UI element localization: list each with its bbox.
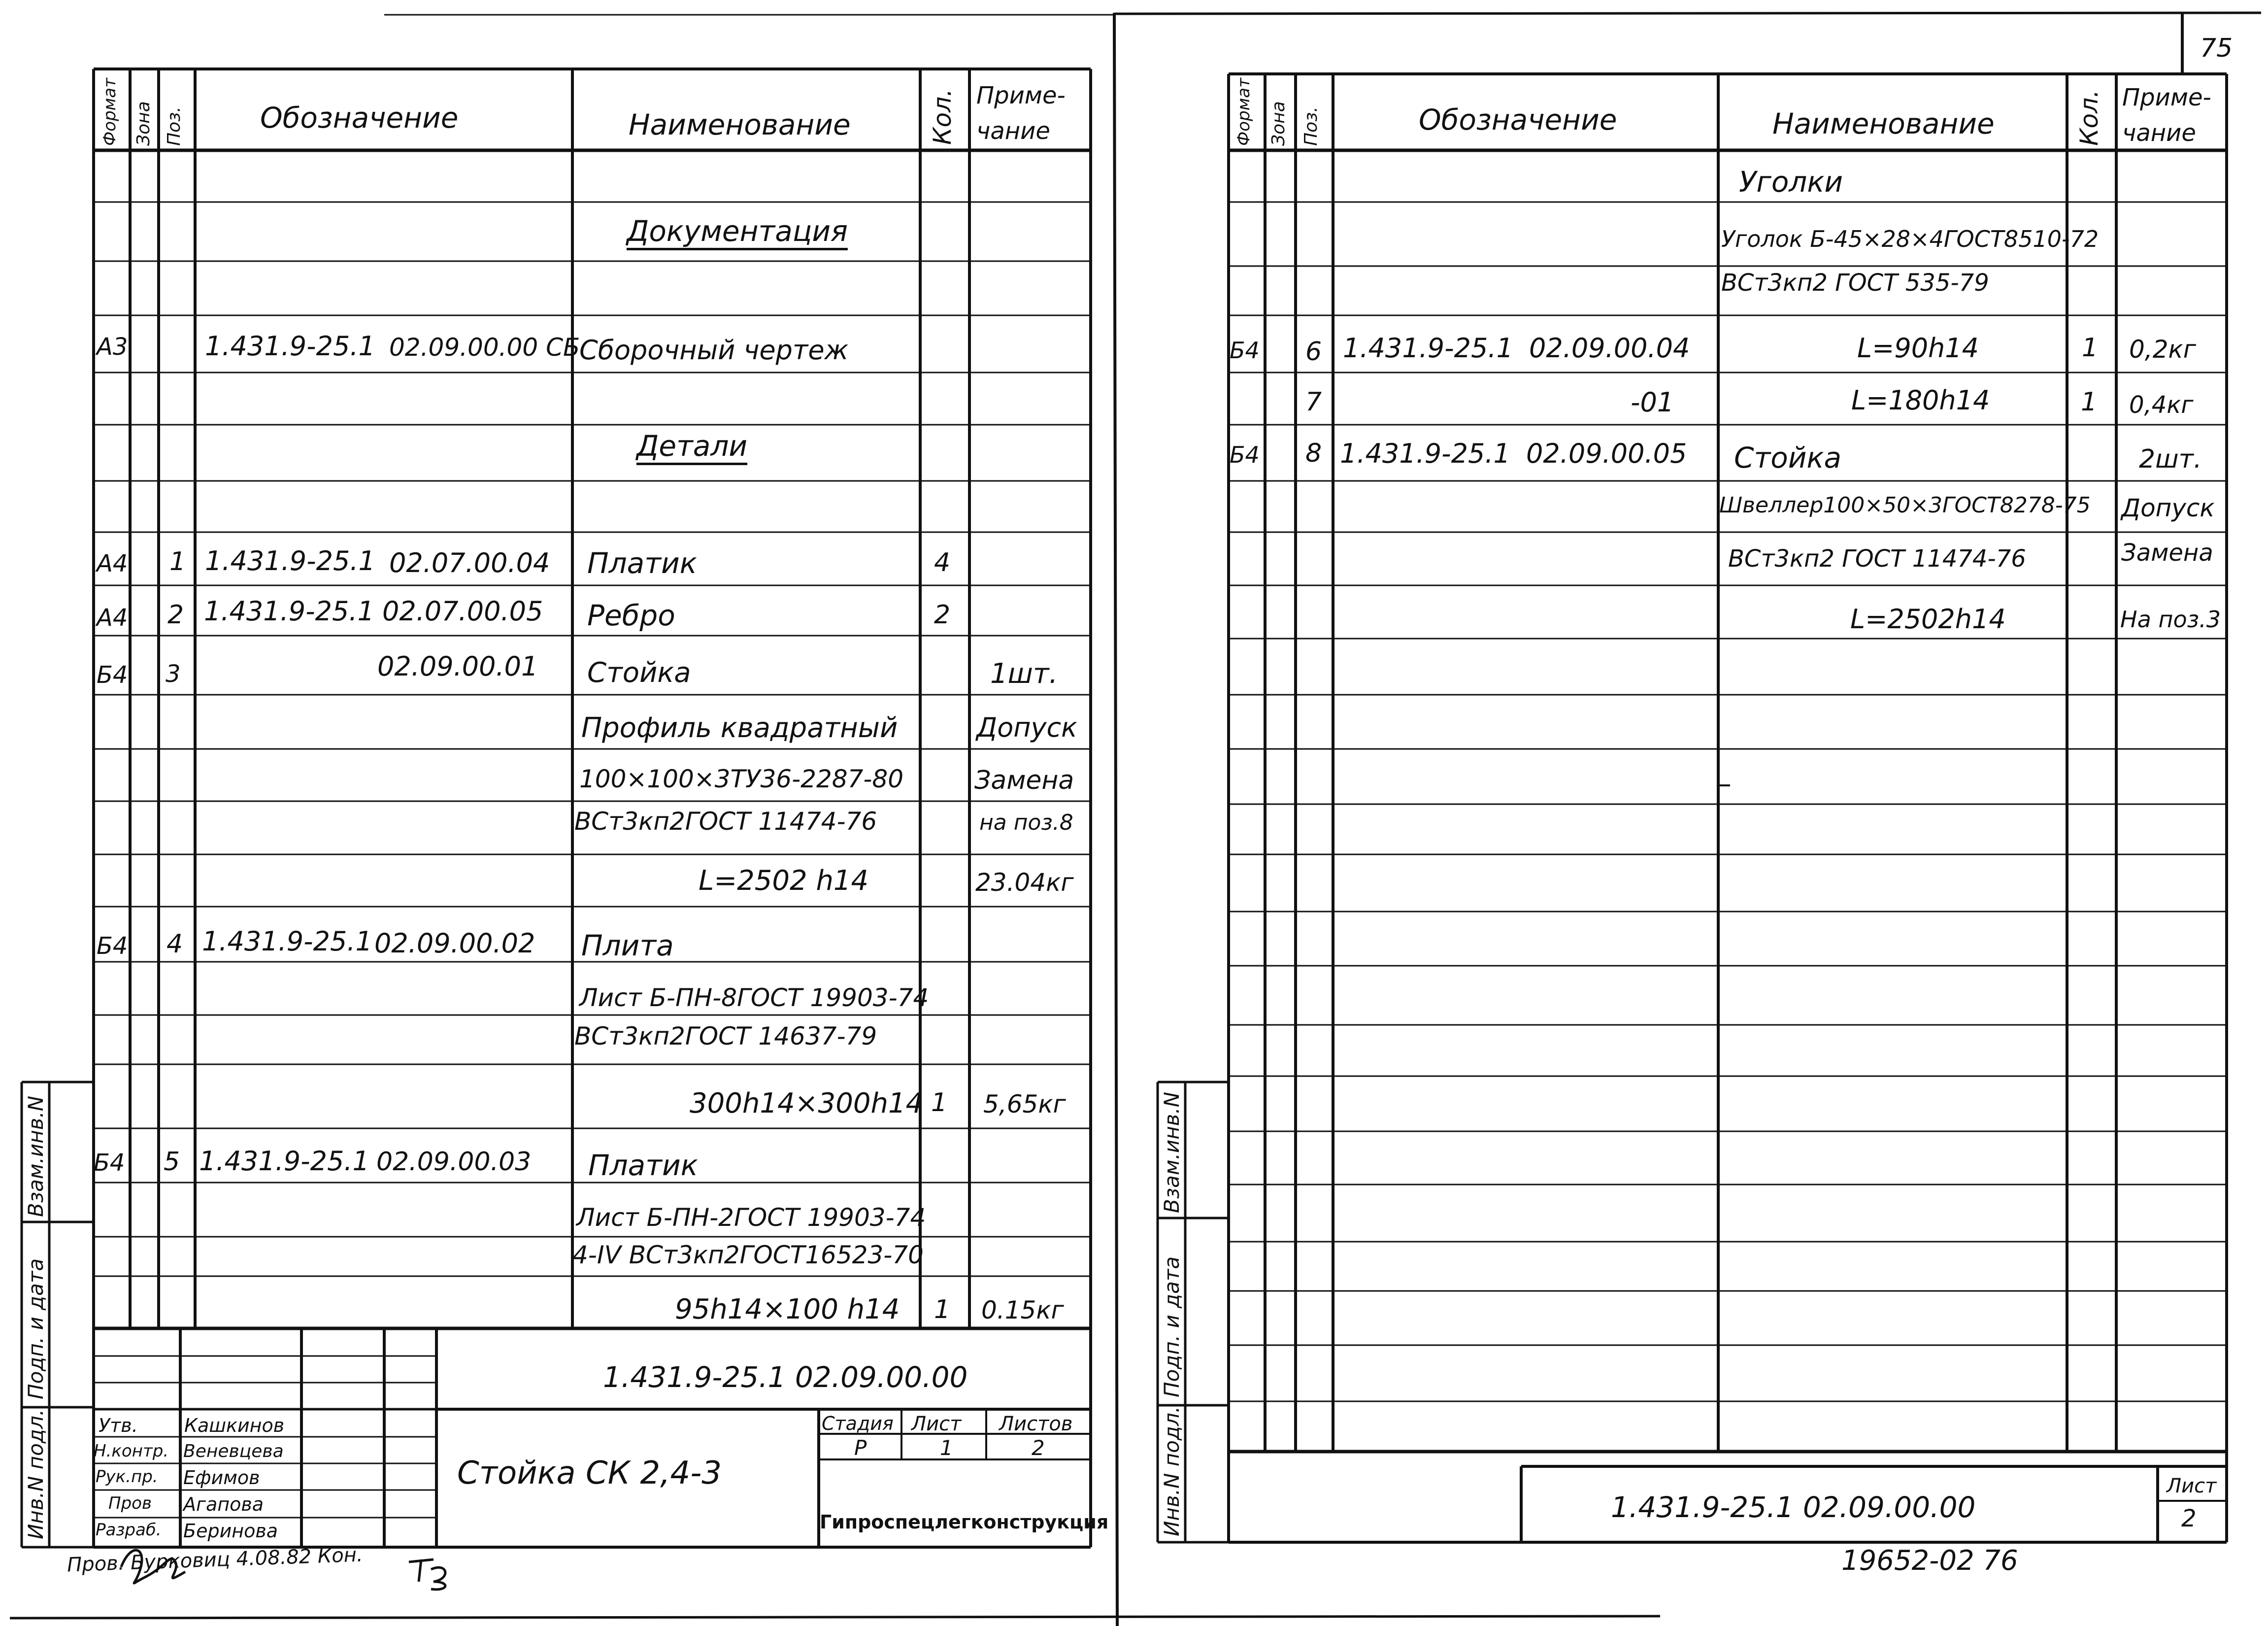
header-zone-right: Зона xyxy=(1268,101,1289,146)
header-format-right: Формат xyxy=(1234,78,1254,146)
stamp-stage: Р xyxy=(854,1436,867,1460)
cell-code: 02.09.00.05 xyxy=(1526,438,1687,469)
margin-podp-data-right: Подп. и дата xyxy=(1160,1256,1184,1397)
cell-name: 100×100×3ТУ36-2287-80 xyxy=(579,765,904,793)
cell-designation: 1.431.9-25.1 xyxy=(205,331,375,362)
cell-format: А4 xyxy=(97,550,128,577)
cell-note: На поз.3 xyxy=(2120,606,2221,633)
cell-designation: 1.431.9-25.1 xyxy=(204,596,374,627)
header-zone: Зона xyxy=(133,101,154,146)
cell-name: Профиль квадратный xyxy=(581,712,898,744)
cell-format: А4 xyxy=(97,604,128,632)
cell-name: ВСт3кп2ГОСТ 14637-79 xyxy=(574,1022,877,1050)
cell-designation: 1.431.9-25.1 xyxy=(1343,333,1513,364)
cell-note: Замена xyxy=(2121,539,2213,567)
cell-name: ВСт3кп2ГОСТ 11474-76 xyxy=(574,807,877,836)
margin-podp-data: Подп. и дата xyxy=(24,1258,48,1399)
cell-pos: 1 xyxy=(169,547,186,576)
cell-code: 02.09.00.04 xyxy=(1529,333,1690,364)
stamp-role: Утв. xyxy=(99,1415,138,1436)
cell-note: Допуск xyxy=(976,712,1077,743)
cell-note: 1шт. xyxy=(990,658,1058,690)
cell-format: Б4 xyxy=(1230,441,1260,468)
cell-name: Сборочный чертеж xyxy=(579,335,849,366)
order-number: 19652-02 76 xyxy=(1841,1545,2018,1577)
cell-qty: 1 xyxy=(934,1295,951,1324)
cell-name: 4-IV ВСт3кп2ГОСТ16523-70 xyxy=(572,1241,924,1269)
stamp-sheets: 2 xyxy=(1032,1436,1045,1460)
section-angles: Уголки xyxy=(1739,165,1843,199)
header-qty-right: Кол. xyxy=(2075,90,2103,146)
cell-name: Стойка xyxy=(587,657,691,689)
cell-qty: 1 xyxy=(931,1088,948,1118)
header-designation: Обозначение xyxy=(260,101,459,135)
section-parts: Детали xyxy=(636,429,748,463)
cell-name: Уголок Б-45×28×4ГОСТ8510-72 xyxy=(1721,226,2099,252)
cell-pos: 8 xyxy=(1305,439,1322,468)
header-qty: Кол. xyxy=(928,89,957,145)
cell-qty: 2 xyxy=(934,600,951,630)
stamp-person: Кашкинов xyxy=(184,1415,285,1436)
section-documentation: Документация xyxy=(627,214,848,248)
cell-format: Б4 xyxy=(97,932,128,960)
stamp-person: Беринова xyxy=(183,1520,278,1542)
cell-pos: 6 xyxy=(1305,337,1322,367)
cell-designation: 1.431.9-25.1 xyxy=(199,1146,369,1177)
stamp-doc-number: 1.431.9-25.1 02.09.00.00 xyxy=(603,1360,968,1394)
margin-inv-podl: Инв.N подл. xyxy=(24,1409,48,1539)
signature-mark xyxy=(116,1537,195,1592)
cell-name: ВСт3кп2 ГОСТ 11474-76 xyxy=(1728,545,2026,573)
cell-qty: 4 xyxy=(934,548,951,577)
cell-name: Лист Б-ПН-8ГОСТ 19903-74 xyxy=(579,983,929,1012)
cell-code: -01 xyxy=(1631,387,1674,418)
cell-code: 02.07.00.04 xyxy=(389,547,550,578)
stamp-role: Пров xyxy=(108,1493,152,1513)
stamp-organization: Гипроспецлегконструкция xyxy=(820,1511,1109,1533)
cell-name: L=2502h14 xyxy=(1850,604,2006,635)
cell-note: 0,2кг xyxy=(2129,335,2196,364)
cell-pos: 2 xyxy=(167,600,184,630)
stamp-person: Веневцева xyxy=(183,1441,284,1461)
stamp-sheets-label: Листов xyxy=(999,1413,1073,1435)
cell-name: L=180h14 xyxy=(1851,385,1990,416)
stamp-sheet-label-right: Лист xyxy=(2167,1475,2217,1497)
page-number: 75 xyxy=(2200,34,2233,63)
margin-vzam-inv: Взам.инв.N xyxy=(24,1095,48,1217)
cell-designation: 1.431.9-25.1 xyxy=(202,926,372,957)
margin-vzam-inv-right: Взам.инв.N xyxy=(1160,1091,1184,1213)
cell-name: Ребро xyxy=(587,599,675,632)
margin-inv-podl-right: Инв.N подл. xyxy=(1160,1406,1184,1536)
cell-format: А3 xyxy=(97,333,128,361)
cell-note: Допуск xyxy=(2121,494,2215,522)
header-name-right: Наименование xyxy=(1772,107,1995,140)
stamp-stage-label: Стадия xyxy=(822,1413,894,1434)
cell-note: 2шт. xyxy=(2139,444,2202,474)
stamp-role: Рук.пр. xyxy=(96,1467,158,1487)
cell-format: Б4 xyxy=(1230,337,1260,364)
cell-pos: 7 xyxy=(1305,387,1322,417)
cell-qty: 1 xyxy=(2082,333,2099,363)
header-name: Наименование xyxy=(629,108,851,141)
cell-name: Лист Б-ПН-2ГОСТ 19903-74 xyxy=(576,1203,926,1232)
cell-note: 5,65кг xyxy=(983,1090,1066,1118)
cell-note: на поз.8 xyxy=(979,810,1073,835)
stamp-doc-number-right: 1.431.9-25.1 02.09.00.00 xyxy=(1611,1490,1976,1524)
header-pos: Поз. xyxy=(164,106,184,146)
cell-name: 300h14×300h14 xyxy=(690,1087,924,1119)
cell-note: 0,4кг xyxy=(2129,391,2194,419)
stamp-person: Агапова xyxy=(183,1493,264,1515)
cell-code: 02.09.00.02 xyxy=(374,928,535,959)
cell-note: 0.15кг xyxy=(981,1296,1064,1324)
header-note: Приме- чание xyxy=(976,82,1066,145)
stamp-sheet-right: 2 xyxy=(2181,1505,2197,1532)
cell-note: Замена xyxy=(974,766,1074,795)
cell-name: Плита xyxy=(581,929,674,962)
stamp-person: Ефимов xyxy=(183,1467,260,1489)
cell-format: Б4 xyxy=(97,661,128,689)
cell-name: 95h14×100 h14 xyxy=(675,1293,900,1325)
header-format: Формат xyxy=(100,78,120,146)
cell-note: 23.04кг xyxy=(975,868,1074,897)
cell-name: Платик xyxy=(588,1149,698,1182)
header-designation-right: Обозначение xyxy=(1419,103,1617,136)
cell-code: 02.07.00.05 xyxy=(382,596,543,627)
initials-mark xyxy=(404,1552,458,1592)
cell-name: Платик xyxy=(587,546,697,580)
check-note: Пров. Бурковиц 4.08.82 Кон. xyxy=(67,1543,364,1577)
cell-name: Швеллер100×50×3ГОСТ8278-75 xyxy=(1719,493,2091,518)
cell-qty: 1 xyxy=(2081,387,2098,417)
cell-designation: 1.431.9-25.1 xyxy=(205,545,375,576)
header-pos-right: Поз. xyxy=(1301,106,1321,146)
header-note-right: Приме- чание xyxy=(2122,84,2211,147)
cell-code: 02.09.00.00 СБ xyxy=(389,333,580,362)
cell-name: L=90h14 xyxy=(1857,333,1979,364)
cell-designation: 1.431.9-25.1 xyxy=(1340,438,1510,469)
cell-pos: 3 xyxy=(166,660,181,688)
cell-name: L=2502 h14 xyxy=(699,865,869,897)
cell-pos: 4 xyxy=(167,929,183,959)
stamp-sheet-label: Лист xyxy=(911,1413,962,1435)
cell-format: Б4 xyxy=(94,1149,125,1177)
cell-code: 02.09.00.01 xyxy=(377,651,538,682)
cell-name: ВСт3кп2 ГОСТ 535-79 xyxy=(1721,269,1989,297)
cell-code: 02.09.00.03 xyxy=(376,1147,532,1177)
stamp-sheet: 1 xyxy=(940,1436,953,1460)
stamp-role: Н.контр. xyxy=(94,1441,169,1461)
cell-pos: 5 xyxy=(164,1147,180,1177)
stamp-role: Разраб. xyxy=(96,1520,162,1540)
cell-name: Стойка xyxy=(1734,441,1842,474)
stamp-title: Стойка СК 2,4-3 xyxy=(457,1455,722,1491)
